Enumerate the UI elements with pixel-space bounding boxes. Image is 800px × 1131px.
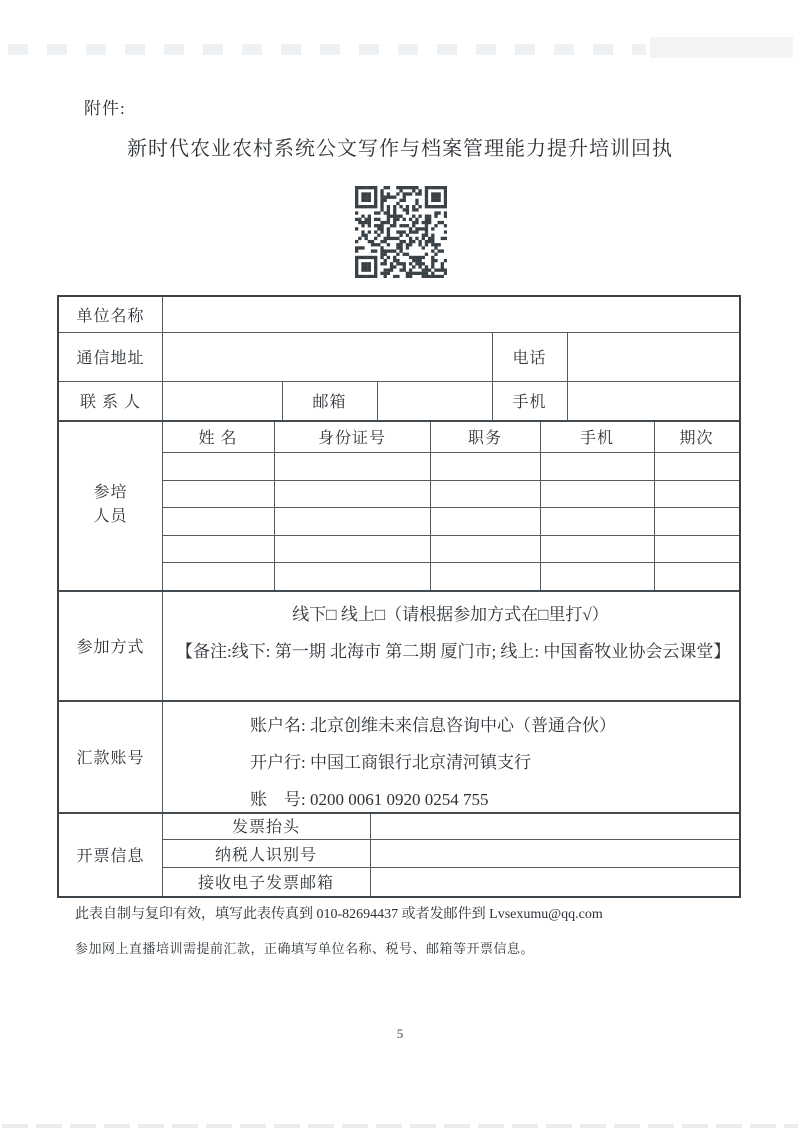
page-title: 新时代农业农村系统公文写作与档案管理能力提升培训回执 [127, 138, 673, 160]
remittance-label: 汇款账号 [76, 749, 145, 767]
email-label: 邮箱 [312, 394, 347, 411]
address-label: 通信地址 [76, 350, 145, 367]
address-field [162, 332, 492, 381]
participant-col-session: 期次 [679, 429, 714, 447]
footer-note-fax-email: 此表自制与复印有效，填写此表传真到 010-82694437 或者发邮件到 Lvsexumu@qq.com [75, 907, 603, 922]
remittance-bank: 开户行: 中国工商银行北京清河镇支行 [250, 753, 531, 772]
remittance-account-number: 账 号: 0200 0061 0920 0254 755 [250, 790, 489, 809]
unit-name-label: 单位名称 [76, 308, 145, 325]
participants-label-line1: 参培 [93, 484, 128, 501]
invoice-row-title-label: 发票抬头 [231, 819, 300, 836]
invoice-email-field [370, 867, 739, 896]
participation-checkboxes: 线下□ 线上□（请根据参加方式在□里打√） [292, 605, 609, 624]
invoice-title-field [370, 812, 739, 839]
attachment-label: 附件: [84, 99, 126, 118]
invoice-row-taxid-label: 纳税人识别号 [214, 846, 317, 864]
mobile-label: 手机 [512, 394, 547, 411]
qr-code [355, 186, 447, 278]
scan-artifact-top-band [650, 37, 793, 58]
remittance-account-name: 账户名: 北京创维未来信息咨询中心（普通合伙） [250, 716, 616, 735]
contact-label: 联 系 人 [79, 394, 141, 411]
participation-cell [162, 590, 739, 700]
registration-table [57, 295, 741, 898]
contact-field [162, 381, 282, 420]
scan-artifact-bottom-line [2, 1124, 798, 1128]
remittance-cell [162, 700, 739, 812]
table-gridline [162, 452, 739, 453]
participant-col-name: 姓 名 [198, 429, 238, 447]
participant-col-title: 职务 [467, 429, 502, 447]
table-gridline [162, 562, 739, 563]
table-gridline [162, 480, 739, 481]
phone-label: 电话 [512, 350, 547, 367]
invoice-taxid-field [370, 839, 739, 867]
table-gridline [162, 535, 739, 536]
page-number: 5 [396, 1026, 404, 1041]
participation-note: 【备注:线下: 第一期 北海市 第二期 厦门市; 线上: 中国畜牧业协会云课堂】 [176, 642, 731, 661]
participants-label [59, 420, 162, 590]
participant-col-id: 身份证号 [317, 429, 386, 447]
footer-note-payment: 参加网上直播培训需提前汇款，正确填写单位名称、税号、邮箱等开票信息。 [75, 941, 535, 956]
mobile-field [567, 381, 739, 420]
unit-name-field [162, 297, 739, 332]
phone-field [567, 332, 739, 381]
scan-artifact-top-dashes [8, 44, 646, 55]
participation-label: 参加方式 [76, 638, 145, 656]
invoice-row-email-label: 接收电子发票邮箱 [197, 875, 334, 892]
participant-col-mobile: 手机 [579, 429, 614, 447]
table-gridline [162, 507, 739, 508]
email-field [377, 381, 492, 420]
invoice-label: 开票信息 [76, 847, 145, 865]
participants-label-line2: 人员 [93, 508, 128, 525]
